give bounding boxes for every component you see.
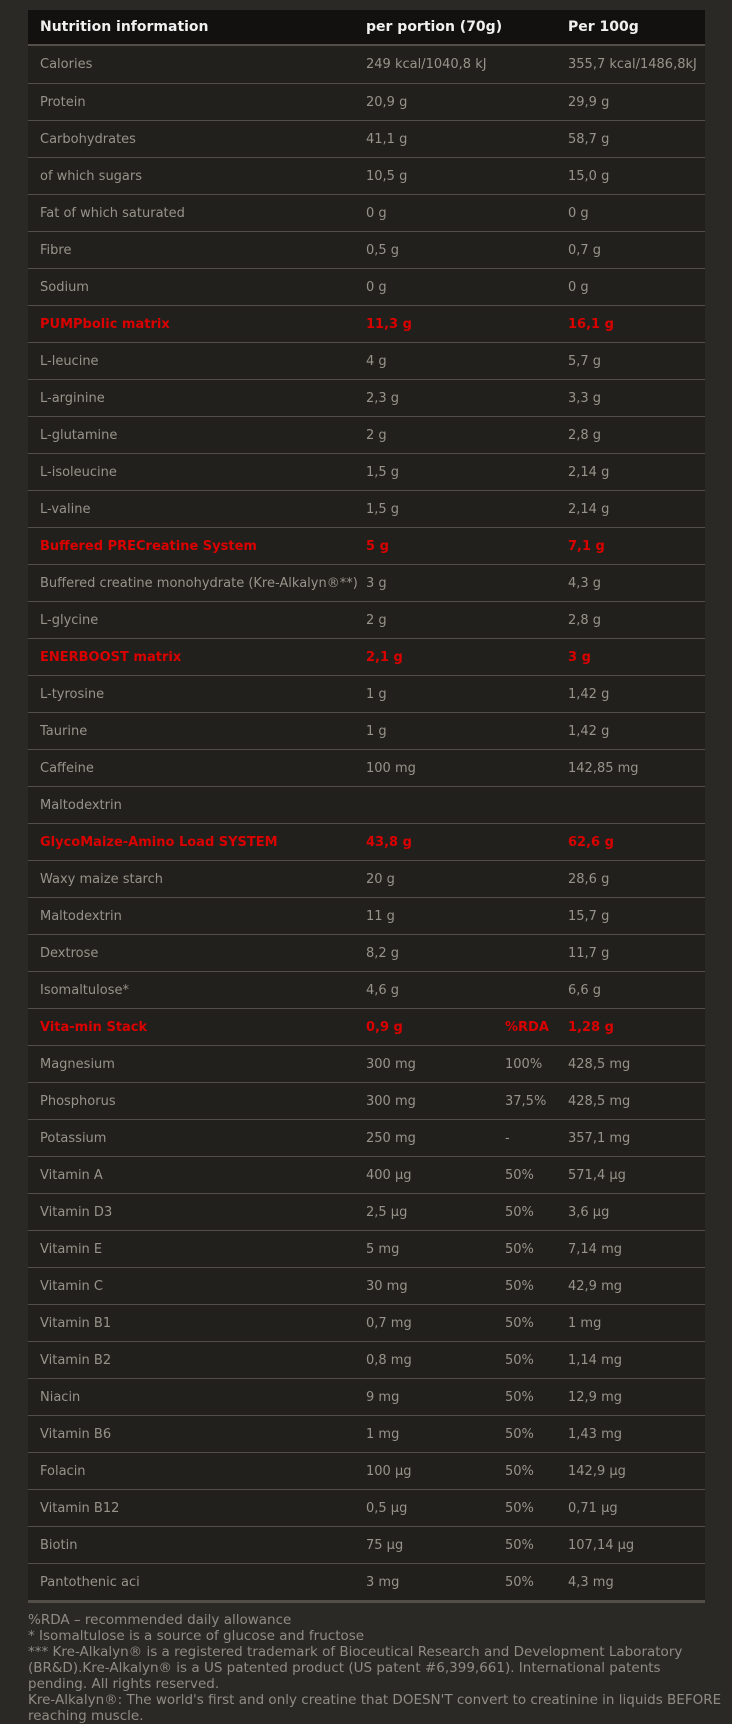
row-per100: 16,1 g — [568, 316, 614, 332]
row-portion: 2 g — [366, 427, 387, 443]
row-per100: 428,5 mg — [568, 1056, 631, 1072]
row-portion: 400 µg — [366, 1167, 412, 1183]
row-portion: 1 mg — [366, 1426, 400, 1442]
row-per100: 0,71 µg — [568, 1500, 618, 1516]
row-portion: 11,3 g — [366, 316, 412, 332]
row-portion: 1,5 g — [366, 464, 400, 480]
table-row — [28, 860, 705, 897]
footnotes — [28, 1612, 724, 1724]
row-portion: 5 mg — [366, 1241, 400, 1257]
row-portion: 0 g — [366, 279, 387, 295]
row-label: Vitamin B6 — [40, 1426, 112, 1442]
table-row — [28, 1526, 705, 1563]
table-row — [28, 1415, 705, 1452]
row-per100: 5,7 g — [568, 353, 602, 369]
row-rda: %RDA — [505, 1019, 549, 1035]
table-row — [28, 564, 705, 601]
row-rda: 50% — [505, 1574, 534, 1590]
row-rda: 50% — [505, 1204, 534, 1220]
row-label: L-leucine — [40, 353, 99, 369]
nutrition-table — [28, 10, 705, 1603]
row-portion: 300 mg — [366, 1093, 416, 1109]
row-label: Protein — [40, 94, 86, 110]
row-portion: 0,5 µg — [366, 1500, 408, 1516]
row-per100: 1 mg — [568, 1315, 602, 1331]
table-row — [28, 83, 705, 120]
row-rda: 50% — [505, 1537, 534, 1553]
row-portion: 75 µg — [366, 1537, 404, 1553]
row-per100: 28,6 g — [568, 871, 610, 887]
row-portion: 8,2 g — [366, 945, 400, 961]
table-row — [28, 1156, 705, 1193]
row-portion: 2,5 µg — [366, 1204, 408, 1220]
row-per100: 0 g — [568, 279, 589, 295]
row-portion: 3 g — [366, 575, 387, 591]
row-label: of which sugars — [40, 168, 143, 184]
row-per100: 1,14 mg — [568, 1352, 622, 1368]
table-row — [28, 638, 705, 675]
row-portion: 4 g — [366, 353, 387, 369]
table-row — [28, 157, 705, 194]
row-label: Biotin — [40, 1537, 78, 1553]
row-per100: 2,14 g — [568, 501, 610, 517]
table-row — [28, 1008, 705, 1045]
row-portion: 9 mg — [366, 1389, 400, 1405]
row-label: Vitamin B1 — [40, 1315, 112, 1331]
row-portion: 300 mg — [366, 1056, 416, 1072]
row-portion: 2 g — [366, 612, 387, 628]
row-portion: 100 mg — [366, 760, 416, 776]
row-label: Taurine — [40, 723, 88, 739]
row-rda: 50% — [505, 1167, 534, 1183]
row-portion: 0,8 mg — [366, 1352, 412, 1368]
row-per100: 15,0 g — [568, 168, 610, 184]
row-label: Vitamin E — [40, 1241, 103, 1257]
row-label: Folacin — [40, 1463, 86, 1479]
row-label: L-valine — [40, 501, 91, 517]
row-per100: 6,6 g — [568, 982, 602, 998]
row-rda: - — [505, 1130, 510, 1146]
table-row — [28, 1119, 705, 1156]
table-row — [28, 1489, 705, 1526]
table-row — [28, 120, 705, 157]
row-rda: 37,5% — [505, 1093, 547, 1109]
table-row — [28, 749, 705, 786]
row-per100: 2,8 g — [568, 427, 602, 443]
table-row — [28, 1563, 705, 1600]
row-portion: 3 mg — [366, 1574, 400, 1590]
row-portion: 11 g — [366, 908, 395, 924]
table-row — [28, 379, 705, 416]
row-label: Niacin — [40, 1389, 81, 1405]
row-portion: 43,8 g — [366, 834, 412, 850]
row-rda: 50% — [505, 1278, 534, 1294]
table-row — [28, 934, 705, 971]
table-row — [28, 1304, 705, 1341]
table-row — [28, 786, 705, 823]
row-per100: 4,3 mg — [568, 1574, 614, 1590]
table-row — [28, 675, 705, 712]
table-row — [28, 342, 705, 379]
row-per100: 29,9 g — [568, 94, 610, 110]
table-row — [28, 971, 705, 1008]
row-portion: 0,7 mg — [366, 1315, 412, 1331]
row-portion: 2,3 g — [366, 390, 400, 406]
row-rda: 50% — [505, 1426, 534, 1442]
row-per100: 1,42 g — [568, 723, 610, 739]
header-per-100g: Per 100g — [568, 19, 639, 35]
row-per100: 7,14 mg — [568, 1241, 622, 1257]
table-row — [28, 490, 705, 527]
table-row — [28, 46, 705, 83]
row-label: Carbohydrates — [40, 131, 136, 147]
row-portion: 30 mg — [366, 1278, 408, 1294]
row-label: Vitamin D3 — [40, 1204, 113, 1220]
row-per100: 42,9 mg — [568, 1278, 622, 1294]
row-portion: 249 kcal/1040,8 kJ — [366, 57, 487, 72]
row-label: L-arginine — [40, 390, 105, 406]
row-per100: 15,7 g — [568, 908, 610, 924]
row-per100: 12,9 mg — [568, 1389, 622, 1405]
row-rda: 50% — [505, 1315, 534, 1331]
row-portion: 0,5 g — [366, 242, 400, 258]
row-label: Maltodextrin — [40, 797, 122, 813]
row-label: Calories — [40, 57, 93, 72]
row-per100: 0 g — [568, 205, 589, 221]
row-portion: 20,9 g — [366, 94, 408, 110]
row-per100: 355,7 kcal/1486,8kJ — [568, 57, 697, 72]
table-header-row — [28, 10, 705, 46]
row-per100: 357,1 mg — [568, 1130, 631, 1146]
row-portion: 1,5 g — [366, 501, 400, 517]
row-portion: 10,5 g — [366, 168, 408, 184]
footnote-kre-alkalyn: Kre-Alkalyn®: The world's first and only creatine that DOESN'T convert to creatinine in liquids BEFORE reaching muscle. — [28, 1692, 722, 1724]
row-per100: 58,7 g — [568, 131, 610, 147]
header-nutrition-information: Nutrition information — [40, 19, 209, 35]
row-label: Vitamin B2 — [40, 1352, 112, 1368]
row-label: Vita-min Stack — [40, 1019, 148, 1035]
row-portion: 4,6 g — [366, 982, 400, 998]
row-label: PUMPbolic matrix — [40, 316, 170, 332]
row-per100: 428,5 mg — [568, 1093, 631, 1109]
row-label: Waxy maize starch — [40, 871, 163, 887]
table-row — [28, 1045, 705, 1082]
table-row — [28, 453, 705, 490]
row-portion: 0 g — [366, 205, 387, 221]
row-label: ENERBOOST matrix — [40, 649, 182, 665]
row-label: Maltodextrin — [40, 908, 122, 924]
header-per-portion: per portion (70g) — [366, 19, 503, 35]
row-label: Magnesium — [40, 1056, 115, 1072]
table-row — [28, 1378, 705, 1415]
row-portion: 20 g — [366, 871, 395, 887]
row-label: L-glutamine — [40, 427, 118, 443]
row-label: Phosphorus — [40, 1093, 116, 1109]
row-portion: 0,9 g — [366, 1019, 403, 1035]
row-per100: 3,6 µg — [568, 1204, 610, 1220]
row-label: Buffered PRECreatine System — [40, 538, 257, 554]
table-row — [28, 194, 705, 231]
row-label: Vitamin B12 — [40, 1500, 120, 1516]
row-label: Vitamin C — [40, 1278, 104, 1294]
row-per100: 1,43 mg — [568, 1426, 622, 1442]
row-per100: 0,7 g — [568, 242, 602, 258]
row-per100: 3 g — [568, 649, 591, 665]
table-row — [28, 1267, 705, 1304]
table-row — [28, 305, 705, 342]
row-portion: 100 µg — [366, 1463, 412, 1479]
row-per100: 3,3 g — [568, 390, 602, 406]
table-row — [28, 1193, 705, 1230]
row-per100: 1,42 g — [568, 686, 610, 702]
row-label: Dextrose — [40, 945, 99, 961]
table-row — [28, 601, 705, 638]
row-label: L-glycine — [40, 612, 99, 628]
table-row — [28, 416, 705, 453]
table-body — [28, 46, 705, 1600]
row-per100: 2,8 g — [568, 612, 602, 628]
table-row — [28, 231, 705, 268]
row-label: Caffeine — [40, 760, 94, 776]
row-per100: 1,28 g — [568, 1019, 614, 1035]
table-row — [28, 1230, 705, 1267]
row-label: Buffered creatine monohydrate (Kre-Alkalyn®**) — [40, 575, 358, 591]
row-portion: 41,1 g — [366, 131, 408, 147]
row-rda: 50% — [505, 1500, 534, 1516]
row-portion: 2,1 g — [366, 649, 403, 665]
table-row — [28, 268, 705, 305]
row-per100: 11,7 g — [568, 945, 610, 961]
row-rda: 50% — [505, 1389, 534, 1405]
row-portion: 250 mg — [366, 1130, 416, 1146]
row-label: Fat of which saturated — [40, 205, 185, 221]
row-per100: 2,14 g — [568, 464, 610, 480]
row-label: Fibre — [40, 242, 72, 258]
table-row — [28, 897, 705, 934]
row-per100: 7,1 g — [568, 538, 605, 554]
table-row — [28, 712, 705, 749]
row-label: L-isoleucine — [40, 464, 117, 480]
footnote-isomaltulose: * Isomaltulose is a source of glucose and fructose — [28, 1628, 365, 1644]
row-per100: 62,6 g — [568, 834, 614, 850]
table-row — [28, 527, 705, 564]
row-per100: 107,14 µg — [568, 1537, 635, 1553]
row-rda: 50% — [505, 1463, 534, 1479]
row-portion: 1 g — [366, 686, 387, 702]
row-label: Pantothenic aci — [40, 1574, 140, 1590]
row-label: Isomaltulose* — [40, 982, 129, 998]
row-per100: 4,3 g — [568, 575, 602, 591]
footnote-rda: %RDA – recommended daily allowance — [28, 1612, 292, 1628]
row-portion: 5 g — [366, 538, 389, 554]
row-rda: 50% — [505, 1241, 534, 1257]
row-per100: 142,9 µg — [568, 1463, 626, 1479]
row-label: GlycoMaize-Amino Load SYSTEM — [40, 834, 278, 850]
table-row — [28, 1452, 705, 1489]
row-label: L-tyrosine — [40, 686, 105, 702]
row-rda: 50% — [505, 1352, 534, 1368]
table-row — [28, 823, 705, 860]
row-per100: 142,85 mg — [568, 760, 639, 776]
table-row — [28, 1341, 705, 1378]
row-label: Sodium — [40, 279, 89, 295]
row-rda: 100% — [505, 1056, 543, 1072]
table-row — [28, 1082, 705, 1119]
row-label: Vitamin A — [40, 1167, 103, 1183]
row-per100: 571,4 µg — [568, 1167, 626, 1183]
footnote-trademark: *** Kre-Alkalyn® is a registered trademark of Bioceutical Research and Development Laboratory (BR&D).Kre-Alkalyn® is a US patented product (US patent #6,399,661). International patents pending. All rights reserved. — [28, 1644, 683, 1692]
row-portion: 1 g — [366, 723, 387, 739]
row-label: Potassium — [40, 1130, 107, 1146]
